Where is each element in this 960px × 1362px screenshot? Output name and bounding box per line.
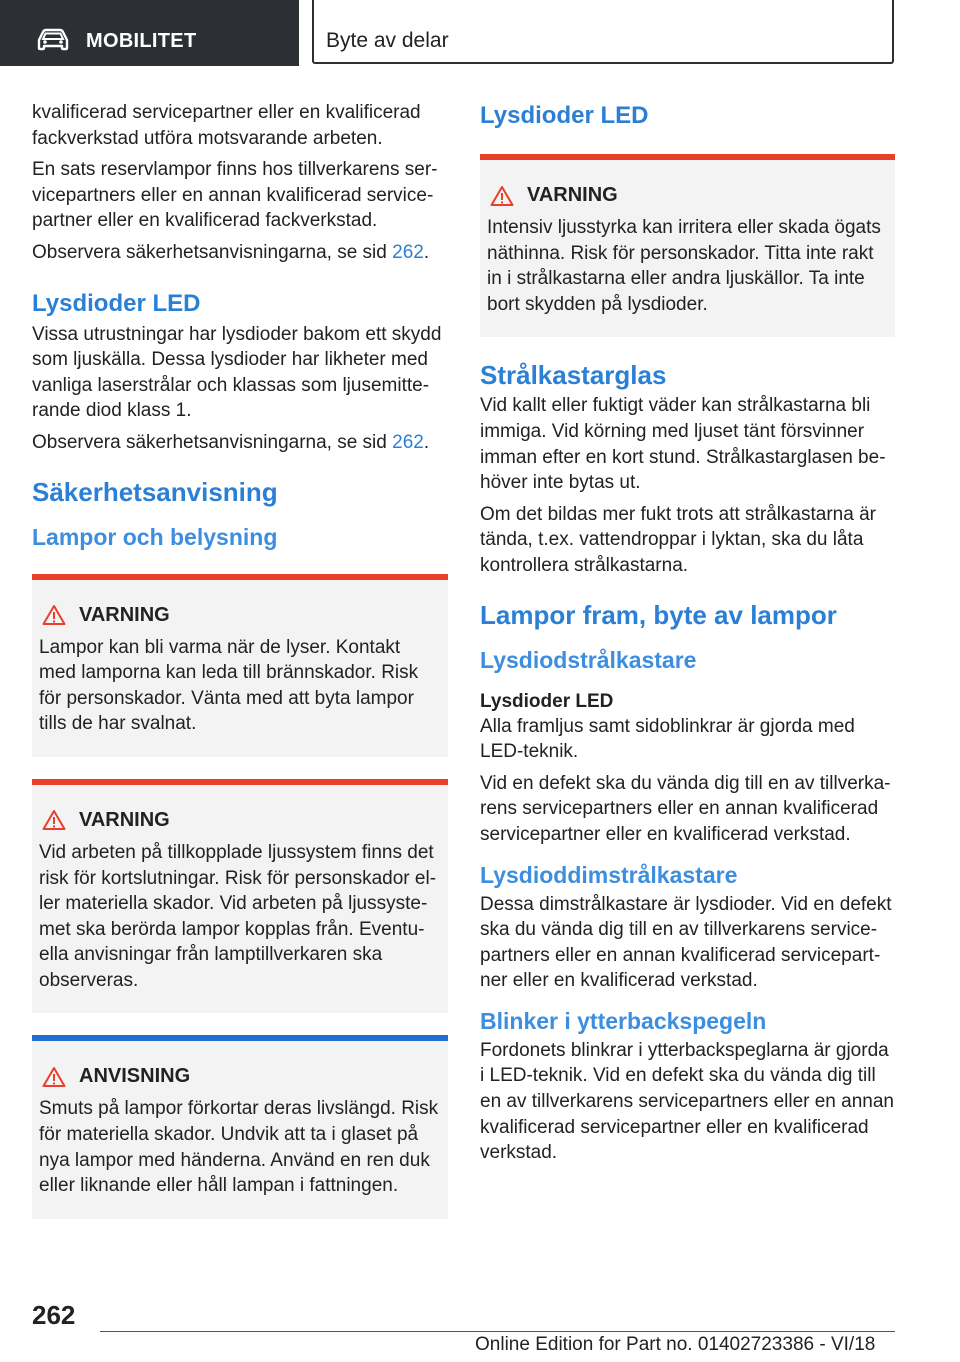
paragraph: En sats reservlampor finns hos tillverkarens servicepartners eller en annan kvalificerad servicepartner eller en kvalificerad fackverkstad. (32, 159, 438, 232)
page-number: 262 (32, 1300, 76, 1330)
warning-header (39, 604, 440, 627)
footer-edition: Online Edition for Part no. 01402723386 - VI/18 (475, 1334, 876, 1355)
warning-box (480, 154, 895, 337)
paragraph (32, 240, 448, 266)
warning-box (32, 574, 448, 757)
heading-safety: Säkerhetsanvisning (32, 476, 278, 507)
heading-led: Lysdioder LED (480, 102, 649, 129)
paragraph (32, 430, 448, 456)
page-link[interactable]: 262 (392, 431, 424, 453)
paragraph: Alla framljus samt sidoblinkrar är gjorda med LED-teknik. (480, 715, 855, 763)
left-column (32, 100, 448, 1235)
paragraph: Om det bildas mer fukt trots att strålkastarna är tända, t.ex. vattendroppar i lyktan, ska du låta kontrollera strålkastarna. (480, 503, 876, 576)
warning-box (32, 779, 448, 1014)
paragraph-end: . (423, 431, 430, 453)
page-link[interactable]: 262 (392, 241, 424, 263)
section-title: MOBILITET (86, 30, 197, 52)
right-column (480, 100, 895, 1172)
warning-header (39, 809, 440, 832)
warning-header (487, 184, 887, 207)
warning-text: Lampor kan bli varma när de lyser. Kontakt med lamporna kan leda till brännskador. Risk för personskador. Vänta med att byta lampor tills de har svalnat. (39, 636, 419, 735)
paragraph-text: Observera säkerhetsanvisningarna, se sid (32, 241, 393, 263)
notice-title: ANVISNING (79, 1065, 191, 1088)
heading-led: Lysdioder LED (32, 289, 201, 317)
paragraph: Vid kallt eller fuktigt väder kan strålkastarna bli immiga. Vid körning med ljuset tänt försvinner imman efter en kort stund. Strålkastarglasen behöver inte bytas ut. (480, 395, 886, 494)
heading-glass: Strålkastarglas (480, 360, 667, 391)
warning-triangle-icon (42, 1066, 66, 1088)
warning-triangle-icon (42, 809, 66, 831)
warning-title: VARNING (79, 808, 170, 831)
warning-triangle-icon (490, 185, 514, 207)
section-tab (0, 0, 299, 66)
subheading-led: Lysdioder LED (480, 690, 614, 712)
chapter-tab (312, 0, 894, 64)
heading-led-headlights: Lysdiodstrålkastare (480, 646, 697, 673)
paragraph: kvalificerad servicepartner eller en kvalificerad fackverkstad utföra motsvarande arbeten. (32, 102, 421, 149)
heading-lamps: Lampor och belysning (32, 523, 278, 550)
paragraph: Vissa utrustningar har lysdioder bakom ett skydd som ljuskälla. Dessa lysdioder har likheter med vanliga laserstrålar och klassas som ljusemitterande diod klass 1. (32, 323, 442, 422)
heading-mirror-indicator: Blinker i ytterbackspegeln (480, 1007, 767, 1034)
warning-title: VARNING (79, 603, 170, 626)
paragraph: Vid en defekt ska du vända dig till en av tillverkarens servicepartners eller en annan kvalificerad servicepartner eller en kvalificerad verkstad. (480, 772, 891, 845)
notice-header (39, 1065, 440, 1088)
page-header (0, 0, 960, 66)
heading-front-lamps: Lampor fram, byte av lampor (480, 599, 837, 630)
heading-fog-lights: Lysdioddimstrålkastare (480, 861, 738, 888)
paragraph: Fordonets blinkrar i ytterbackspeglarna är gjorda i LED-teknik. Vid en defekt ska du vända dig till en av tillverkarens servicepartners eller en annan kvalificerad servicepartner eller en kvalificerad verkstad. (480, 1039, 894, 1164)
footer-divider (100, 1331, 895, 1332)
paragraph-end: . (423, 241, 430, 263)
paragraph: Dessa dimstrålkastare är lysdioder. Vid en defekt ska du vända dig till en av tillverkarens servicepartners eller en annan kvalificerad servicepartner eller en kvalificerad verkstad. (480, 893, 892, 992)
notice-box (32, 1035, 448, 1218)
paragraph-text: Observera säkerhetsanvisningarna, se sid (32, 431, 393, 453)
notice-text: Smuts på lampor förkortar deras livslängd. Risk för materiella skador. Undvik att ta i glaset på nya lampor med händerna. Använd en ren duk eller liknande eller håll lampan i fattningen. (39, 1098, 439, 1197)
warning-triangle-icon (42, 604, 66, 626)
chapter-title: Byte av delar (326, 29, 449, 52)
warning-text: Intensiv ljusstyrka kan irritera eller skada ögats näthinna. Risk för personskador. Titta inte rakt in i strålkastarna eller andra ljuskällor. Ta inte bort skydden på lysdioder. (487, 217, 881, 315)
warning-text: Vid arbeten på tillkopplade ljussystem finns det risk för kortslutningar. Risk för personskador eller materiella skador. Vid arbeten på ljussystemet ska berörda lampor kopplas från. Eventuella anvisningar från lamptillverkaren ska observeras. (39, 841, 437, 991)
warning-title: VARNING (527, 184, 618, 206)
car-icon (36, 28, 70, 52)
